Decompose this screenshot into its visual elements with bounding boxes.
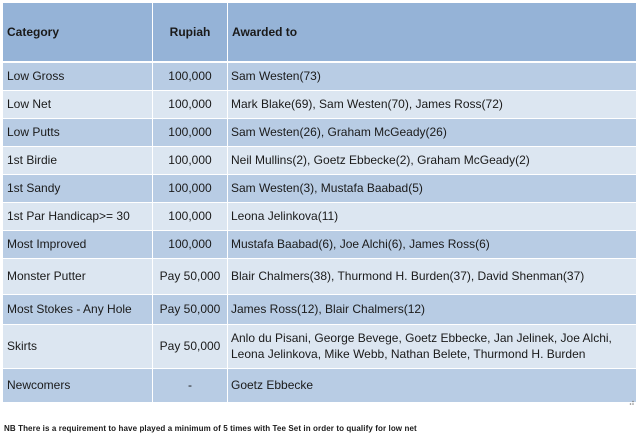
cell-awarded-to: Mark Blake(69), Sam Westen(70), James Ross(72) bbox=[228, 90, 637, 118]
table-row bbox=[3, 202, 637, 230]
cell-rupiah: 100,000 bbox=[153, 118, 228, 146]
cell-category: Low Net bbox=[3, 90, 153, 118]
header-row bbox=[3, 3, 637, 63]
table-row bbox=[3, 90, 637, 118]
cell-category: Low Putts bbox=[3, 118, 153, 146]
header-rupiah: Rupiah bbox=[153, 3, 228, 63]
cell-category: Newcomers bbox=[3, 368, 153, 402]
cell-category: Most Improved bbox=[3, 230, 153, 258]
cell-rupiah: 100,000 bbox=[153, 90, 228, 118]
header-awarded-to: Awarded to bbox=[228, 3, 637, 63]
table-body bbox=[3, 62, 637, 402]
cell-rupiah: 100,000 bbox=[153, 146, 228, 174]
cell-awarded-to: Mustafa Baabad(6), Joe Alchi(6), James Ross(6) bbox=[228, 230, 637, 258]
header-category: Category bbox=[3, 3, 153, 63]
cell-category: 1st Par Handicap>= 30 bbox=[3, 202, 153, 230]
table-header bbox=[3, 3, 637, 63]
cell-awarded-to: Neil Mullins(2), Goetz Ebbecke(2), Graham McGeady(2) bbox=[228, 146, 637, 174]
cell-awarded-to: Blair Chalmers(38), Thurmond H. Burden(37), David Shenman(37) bbox=[228, 258, 637, 294]
cell-category: 1st Sandy bbox=[3, 174, 153, 202]
cell-rupiah: 100,000 bbox=[153, 230, 228, 258]
cell-rupiah: 100,000 bbox=[153, 62, 228, 90]
table-row bbox=[3, 230, 637, 258]
table-row bbox=[3, 294, 637, 324]
cell-awarded-to: Goetz Ebbecke bbox=[228, 368, 637, 402]
cell-category: Low Gross bbox=[3, 62, 153, 90]
cell-awarded-to: James Ross(12), Blair Chalmers(12) bbox=[228, 294, 637, 324]
table-row bbox=[3, 368, 637, 402]
table-row bbox=[3, 146, 637, 174]
cell-awarded-to: Sam Westen(73) bbox=[228, 62, 637, 90]
cell-rupiah: Pay 50,000 bbox=[153, 258, 228, 294]
cell-rupiah: - bbox=[153, 368, 228, 402]
cell-awarded-to: Leona Jelinkova(11) bbox=[228, 202, 637, 230]
table-row bbox=[3, 258, 637, 294]
cell-rupiah: Pay 50,000 bbox=[153, 324, 228, 368]
cell-awarded-to: Anlo du Pisani, George Bevege, Goetz Ebbecke, Jan Jelinek, Joe Alchi, Leona Jelinkova, Mike Webb, Nathan Belete, Thurmond H. Burden bbox=[228, 324, 637, 368]
cell-category: Most Stokes - Any Hole bbox=[3, 294, 153, 324]
cell-category: Monster Putter bbox=[3, 258, 153, 294]
cell-rupiah: 100,000 bbox=[153, 174, 228, 202]
table-row bbox=[3, 324, 637, 368]
table-row bbox=[3, 174, 637, 202]
table-row bbox=[3, 62, 637, 90]
resize-grip-icon[interactable] bbox=[628, 399, 634, 405]
cell-awarded-to: Sam Westen(3), Mustafa Baabad(5) bbox=[228, 174, 637, 202]
table-row bbox=[3, 118, 637, 146]
cell-rupiah: 100,000 bbox=[153, 202, 228, 230]
cell-rupiah: Pay 50,000 bbox=[153, 294, 228, 324]
footnote: NB There is a requirement to have played a minimum of 5 times with Tee Set in order to qualify for low net bbox=[4, 424, 417, 433]
cell-category: Skirts bbox=[3, 324, 153, 368]
awards-table bbox=[2, 2, 637, 403]
cell-awarded-to: Sam Westen(26), Graham McGeady(26) bbox=[228, 118, 637, 146]
cell-category: 1st Birdie bbox=[3, 146, 153, 174]
